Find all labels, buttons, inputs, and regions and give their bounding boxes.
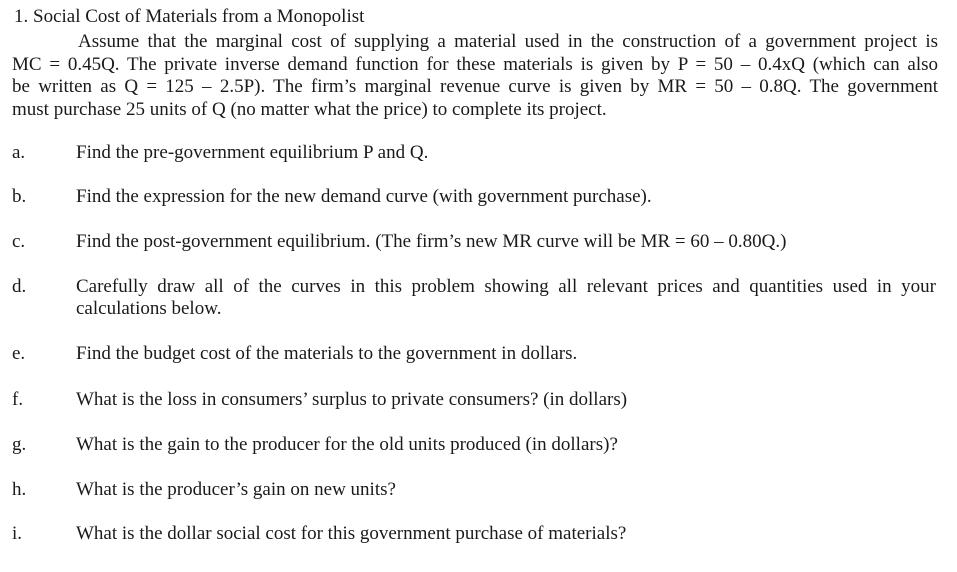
intro-line-4: must purchase 25 units of Q (no matter what the price) to complete its project.: [12, 98, 607, 120]
question-text: What is the dollar social cost for this government purchase of materials?: [76, 523, 627, 544]
question-text: Carefully draw all of the curves in this problem showing all relevant prices and quantities used in your calculations below.: [76, 276, 936, 319]
question-letter: a.: [12, 142, 26, 163]
question-letter: i.: [12, 523, 23, 544]
question-letter: e.: [12, 343, 26, 364]
question-letter: h.: [12, 479, 27, 500]
question-text: Find the pre-government equilibrium P and Q.: [76, 142, 429, 163]
question-letter: f.: [12, 389, 24, 410]
question-text: What is the loss in consumers’ surplus to private consumers? (in dollars): [76, 389, 628, 410]
question-letter: d.: [12, 276, 27, 297]
question-text: Find the post-government equilibrium. (The firm’s new MR curve will be MR = 60 – 0.80Q.): [76, 231, 787, 252]
question-letter: c.: [12, 231, 26, 252]
question-text: Find the expression for the new demand curve (with government purchase).: [76, 186, 652, 207]
intro-line-3: be written as Q = 125 – 2.5P). The firm’s marginal revenue curve is given by MR = 50 – 0.8Q. The government: [12, 76, 938, 97]
question-text: What is the producer’s gain on new units?: [76, 479, 396, 500]
question-text: What is the gain to the producer for the old units produced (in dollars)?: [76, 434, 618, 455]
question-text: Find the budget cost of the materials to the government in dollars.: [76, 343, 578, 364]
question-letter: b.: [12, 186, 27, 207]
intro-line-2: MC = 0.45Q. The private inverse demand function for these materials is given by P = 50 – 0.4xQ (which can also: [12, 53, 938, 75]
intro-line-1: Assume that the marginal cost of supplying a material used in the construction of a government project is: [78, 31, 938, 52]
question-letter: g.: [12, 434, 27, 455]
problem-intro: [12, 31, 938, 121]
problem-title: 1. Social Cost of Materials from a Monopolist: [14, 6, 365, 27]
